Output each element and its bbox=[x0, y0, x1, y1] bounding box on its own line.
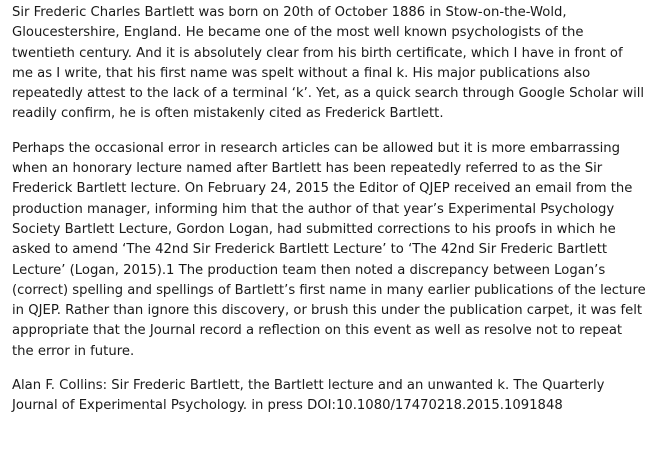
text-line: Frederick Bartlett lecture. On February 24, 2015 the Editor of QJEP received an email from the bbox=[12, 181, 633, 197]
text-line: asked to amend ‘The 42nd Sir Frederick Bartlett Lecture’ to ‘The 42nd Sir Frederic Bartlett bbox=[12, 242, 608, 258]
text-line: when an honorary lecture named after Bartlett has been repeatedly referred to as the Sir bbox=[12, 161, 603, 177]
text-line: in QJEP. Rather than ignore this discovery, or brush this under the publication carpet, it was felt bbox=[12, 303, 643, 319]
text-line: appropriate that the Journal record a reflection on this event as well as resolve not to repeat bbox=[12, 323, 623, 339]
text-line: readily confirm, he is often mistakenly cited as Frederick Bartlett. bbox=[12, 106, 444, 122]
paragraph-lecture-error bbox=[12, 139, 646, 362]
text-line: twentieth century. And it is absolutely clear from his birth certificate, which I have in front of bbox=[12, 45, 623, 61]
paragraph-bartlett-birth bbox=[12, 3, 643, 125]
text-line: the error in future. bbox=[12, 343, 135, 359]
text-line: me as I write, that his first name was spelt without a final k. His major publications also bbox=[12, 65, 591, 81]
text-line: (correct) spelling and spellings of Bartlett’s first name in many earlier publications of the lecture bbox=[12, 282, 646, 298]
text-line: Alan F. Collins: Sir Frederic Bartlett, the Bartlett lecture and an unwanted k. The Quarterly bbox=[12, 378, 605, 394]
paragraph-citation bbox=[12, 376, 643, 417]
text-line: Lecture’ (Logan, 2015).1 The production team then noted a discrepancy between Logan’s bbox=[12, 262, 606, 278]
text-line: repeatedly attest to the lack of a terminal ‘k’. Yet, as a quick search through Google Scholar will bbox=[12, 86, 645, 102]
text-line: Society Bartlett Lecture, Gordon Logan, had submitted corrections to his proofs in which he bbox=[12, 221, 616, 237]
text-line: Perhaps the occasional error in research articles can be allowed but it is more embarrassing bbox=[12, 140, 620, 156]
text-line: Gloucestershire, England. He became one of the most well known psychologists of the bbox=[12, 25, 584, 41]
text-line: production manager, informing him that the author of that year’s Experimental Psychology bbox=[12, 201, 615, 217]
text-line: Sir Frederic Charles Bartlett was born on 20th of October 1886 in Stow-on-the-Wold, bbox=[12, 5, 567, 20]
text-line: Journal of Experimental Psychology. in press DOI:10.1080/17470218.2015.1091848 bbox=[12, 398, 563, 414]
